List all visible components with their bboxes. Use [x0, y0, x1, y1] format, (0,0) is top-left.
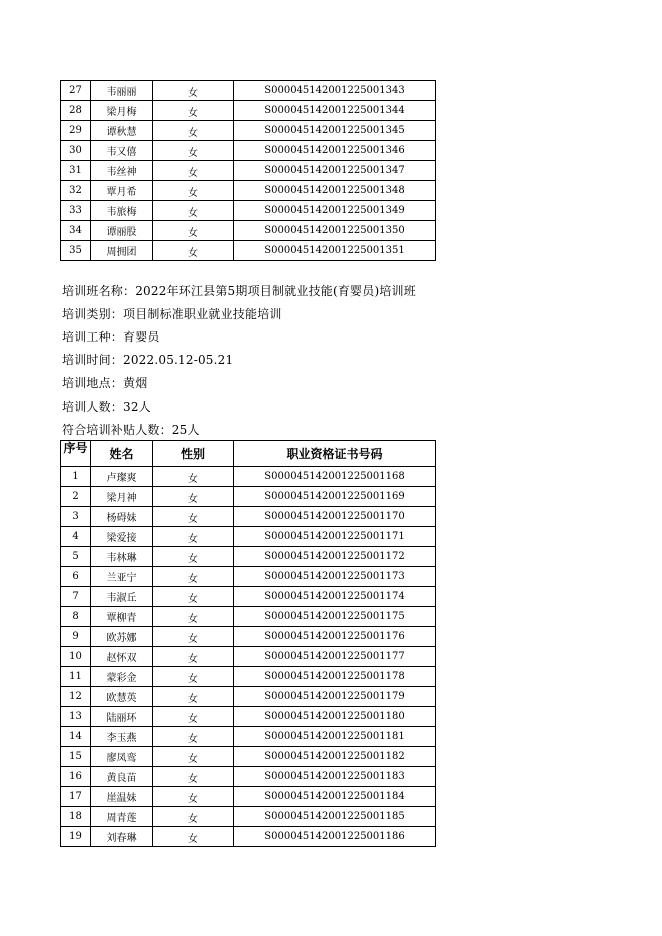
- cell-name: 韦淑丘: [91, 587, 153, 607]
- cell-cert: S000045142001225001168: [234, 467, 436, 487]
- cell-name: 覃柳青: [91, 607, 153, 627]
- cell-cert: S000045142001225001181: [234, 727, 436, 747]
- table-row: [61, 647, 436, 667]
- cell-name: 谭丽股: [91, 221, 153, 241]
- cell-sex: 女: [153, 787, 234, 807]
- cell-seq: 14: [61, 727, 91, 747]
- cell-seq: 16: [61, 767, 91, 787]
- cell-name: 李玉燕: [91, 727, 153, 747]
- cell-cert: S000045142001225001346: [234, 141, 436, 161]
- table-row: [61, 141, 436, 161]
- cell-sex: 女: [153, 647, 234, 667]
- header-cert: 职业资格证书号码: [234, 441, 436, 467]
- cell-name: 梁月神: [91, 487, 153, 507]
- table-header-row: [61, 441, 436, 467]
- cell-name: 韦丽丽: [91, 81, 153, 101]
- cell-seq: 35: [61, 241, 91, 261]
- cell-seq: 3: [61, 507, 91, 527]
- cell-cert: S000045142001225001175: [234, 607, 436, 627]
- cell-cert: S000045142001225001179: [234, 687, 436, 707]
- table-row: [61, 767, 436, 787]
- cell-cert: S000045142001225001345: [234, 121, 436, 141]
- cell-seq: 6: [61, 567, 91, 587]
- cell-cert: S000045142001225001172: [234, 547, 436, 567]
- table-row: [61, 607, 436, 627]
- roster-table-body: [61, 81, 436, 261]
- cell-seq: 7: [61, 587, 91, 607]
- cell-sex: 女: [153, 507, 234, 527]
- cell-seq: 29: [61, 121, 91, 141]
- cell-name: 韦丝神: [91, 161, 153, 181]
- cell-sex: 女: [153, 607, 234, 627]
- period-line: 培训时间：2022.05.12-05.21: [62, 353, 234, 367]
- table-row: [61, 807, 436, 827]
- cell-name: 陆丽环: [91, 707, 153, 727]
- cell-cert: S000045142001225001344: [234, 101, 436, 121]
- cell-seq: 10: [61, 647, 91, 667]
- cell-name: 韦林琳: [91, 547, 153, 567]
- cell-sex: 女: [153, 101, 234, 121]
- cell-name: 刘春琳: [91, 827, 153, 847]
- cell-cert: S000045142001225001184: [234, 787, 436, 807]
- roster-table: [60, 440, 436, 847]
- table-row: [61, 727, 436, 747]
- cell-name: 崖温妹: [91, 787, 153, 807]
- cell-cert: S000045142001225001351: [234, 241, 436, 261]
- table-row: [61, 667, 436, 687]
- cell-seq: 19: [61, 827, 91, 847]
- cell-cert: S000045142001225001170: [234, 507, 436, 527]
- cell-seq: 1: [61, 467, 91, 487]
- cell-seq: 5: [61, 547, 91, 567]
- table-row: [61, 567, 436, 587]
- cell-sex: 女: [153, 181, 234, 201]
- cell-name: 梁爱接: [91, 527, 153, 547]
- cell-sex: 女: [153, 241, 234, 261]
- table-row: [61, 747, 436, 767]
- cell-name: 廖凤鸾: [91, 747, 153, 767]
- table-row: [61, 627, 436, 647]
- table-row: [61, 547, 436, 567]
- table-row: [61, 181, 436, 201]
- cell-seq: 4: [61, 527, 91, 547]
- cell-sex: 女: [153, 707, 234, 727]
- cell-seq: 15: [61, 747, 91, 767]
- cell-sex: 女: [153, 161, 234, 181]
- table-row: [61, 241, 436, 261]
- cell-seq: 8: [61, 607, 91, 627]
- cell-name: 欧慧英: [91, 687, 153, 707]
- cell-name: 兰亚宁: [91, 567, 153, 587]
- cell-sex: 女: [153, 727, 234, 747]
- cell-sex: 女: [153, 221, 234, 241]
- cell-cert: S000045142001225001350: [234, 221, 436, 241]
- cell-name: 韦又僖: [91, 141, 153, 161]
- location-line: 培训地点：黄烟: [62, 376, 148, 390]
- cell-sex: 女: [153, 767, 234, 787]
- cell-cert: S000045142001225001176: [234, 627, 436, 647]
- cell-sex: 女: [153, 567, 234, 587]
- cell-cert: S000045142001225001349: [234, 201, 436, 221]
- cell-sex: 女: [153, 747, 234, 767]
- table-row: [61, 201, 436, 221]
- cell-sex: 女: [153, 807, 234, 827]
- table-row: [61, 707, 436, 727]
- cell-cert: S000045142001225001177: [234, 647, 436, 667]
- cell-name: 蒙彩金: [91, 667, 153, 687]
- cell-name: 黄良苗: [91, 767, 153, 787]
- cell-sex: 女: [153, 201, 234, 221]
- cell-cert: S000045142001225001347: [234, 161, 436, 181]
- cell-cert: S000045142001225001174: [234, 587, 436, 607]
- cell-cert: S000045142001225001178: [234, 667, 436, 687]
- cell-seq: 33: [61, 201, 91, 221]
- cell-cert: S000045142001225001171: [234, 527, 436, 547]
- cell-name: 周拥团: [91, 241, 153, 261]
- header-seq: 序号: [61, 441, 91, 467]
- cell-sex: 女: [153, 467, 234, 487]
- table-row: [61, 467, 436, 487]
- cell-seq: 27: [61, 81, 91, 101]
- cell-sex: 女: [153, 587, 234, 607]
- cell-sex: 女: [153, 121, 234, 141]
- table-row: [61, 787, 436, 807]
- cell-seq: 11: [61, 667, 91, 687]
- cell-name: 梁月梅: [91, 101, 153, 121]
- cell-name: 韦旅梅: [91, 201, 153, 221]
- cell-sex: 女: [153, 141, 234, 161]
- table-row: [61, 121, 436, 141]
- cell-name: 谭秋慧: [91, 121, 153, 141]
- cell-seq: 18: [61, 807, 91, 827]
- cell-sex: 女: [153, 627, 234, 647]
- class-name-line: 培训班名称：2022年环江县第5期项目制就业技能(育婴员)培训班: [62, 284, 416, 298]
- cell-seq: 30: [61, 141, 91, 161]
- table-row: [61, 487, 436, 507]
- cell-cert: S000045142001225001183: [234, 767, 436, 787]
- cell-cert: S000045142001225001173: [234, 567, 436, 587]
- cell-name: 欧苏娜: [91, 627, 153, 647]
- header-sex: 性别: [153, 441, 234, 467]
- cell-cert: S000045142001225001348: [234, 181, 436, 201]
- roster-table-continued: [60, 80, 436, 261]
- table-row: [61, 507, 436, 527]
- cell-sex: 女: [153, 827, 234, 847]
- table-row: [61, 527, 436, 547]
- table-row: [61, 81, 436, 101]
- roster-table-body: [61, 467, 436, 847]
- cell-name: 周青莲: [91, 807, 153, 827]
- cell-name: 杨碍妹: [91, 507, 153, 527]
- trainees-line: 培训人数：32人: [62, 400, 151, 414]
- table-row: [61, 587, 436, 607]
- cell-sex: 女: [153, 687, 234, 707]
- cell-cert: S000045142001225001185: [234, 807, 436, 827]
- cell-seq: 17: [61, 787, 91, 807]
- table-row: [61, 221, 436, 241]
- cell-seq: 32: [61, 181, 91, 201]
- cell-cert: S000045142001225001180: [234, 707, 436, 727]
- table-row: [61, 687, 436, 707]
- cell-seq: 31: [61, 161, 91, 181]
- cell-sex: 女: [153, 81, 234, 101]
- cell-sex: 女: [153, 547, 234, 567]
- trade-line: 培训工种：育婴员: [62, 330, 160, 344]
- cell-seq: 9: [61, 627, 91, 647]
- cell-sex: 女: [153, 667, 234, 687]
- cell-seq: 12: [61, 687, 91, 707]
- cell-cert: S000045142001225001186: [234, 827, 436, 847]
- cell-seq: 2: [61, 487, 91, 507]
- cell-cert: S000045142001225001182: [234, 747, 436, 767]
- table-row: [61, 827, 436, 847]
- subsidy-line: 符合培训补贴人数：25人: [62, 423, 200, 437]
- cell-seq: 34: [61, 221, 91, 241]
- cell-cert: S000045142001225001169: [234, 487, 436, 507]
- header-name: 姓名: [91, 441, 153, 467]
- cell-sex: 女: [153, 527, 234, 547]
- cell-name: 卢璨爽: [91, 467, 153, 487]
- table-row: [61, 101, 436, 121]
- cell-seq: 28: [61, 101, 91, 121]
- cell-name: 赵怀双: [91, 647, 153, 667]
- category-line: 培训类别：项目制标准职业就业技能培训: [62, 307, 282, 321]
- table-row: [61, 161, 436, 181]
- cell-seq: 13: [61, 707, 91, 727]
- cell-cert: S000045142001225001343: [234, 81, 436, 101]
- cell-sex: 女: [153, 487, 234, 507]
- cell-name: 覃月希: [91, 181, 153, 201]
